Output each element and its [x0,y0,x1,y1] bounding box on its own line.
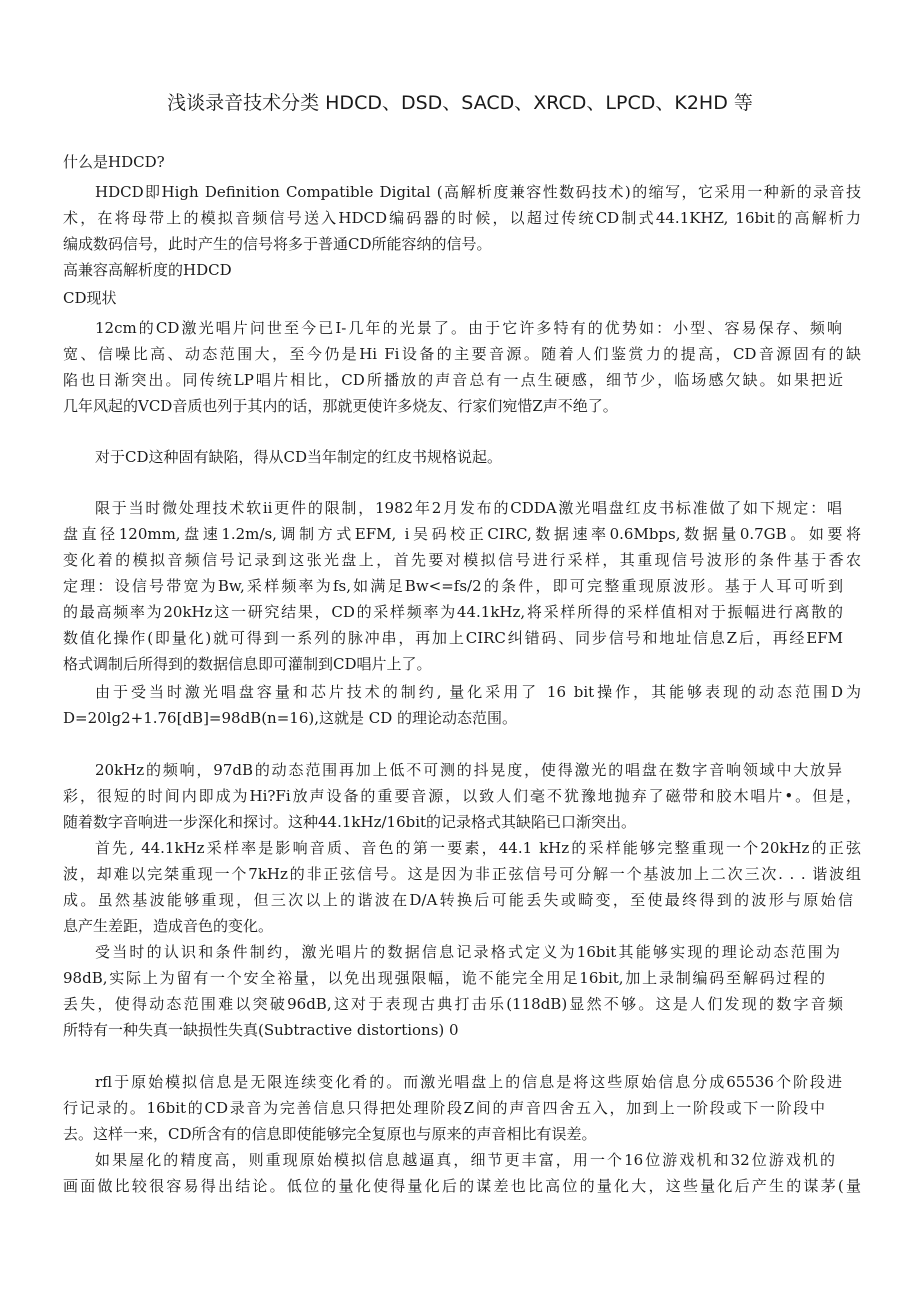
text-line: 如果屋化的精度高，则重现原始模拟信息越逼真，细节更丰富，用一个16位游戏机和32位游戏机的 [95,1151,835,1169]
text-line: 行记录的。16bit的CD录音为完善信息只得把处理阶段Z间的声音四舍五入，加到上一阶段或下一阶段中 [63,1099,825,1117]
text-line: 对于CD这种固有缺陷，得从CD当年制定的红皮书规格说起。 [95,448,503,466]
text-line: 盘直径120mm,盘速1.2m/s,调制方式EFM, i吴码校正CIRC,数据速率0.6Mbps,数据量0.7GB。如要将 [63,525,861,543]
text-line: 定理：设信号带宽为Bw,采样频率为fs,如满足Bw<=fs/2的条件，即可完整重现原波形。基于人耳可听到 [63,577,843,595]
text-line: 20kHz的频响，97dB的动态范围再加上低不可测的抖晃度，使得激光的唱盘在数字音响领域中大放异 [95,761,842,779]
text-line: HDCD即High Definition Compatible Digital (高解析度兼容性数码技术)的缩写，它采用一种新的录音技 [95,183,861,201]
text-line: 受当时的认识和条件制约，激光唱片的数据信息记录格式定义为16bit其能够实现的理论动态范围为 [95,943,840,961]
text-line: rfl于原始模拟信息是无限连续变化肴的。而激光唱盘上的信息是将这些原始信息分成65536个阶段进 [95,1073,842,1091]
text-line: 去。这样一来，CD所含有的信息即使能够完全复原也与原来的声音相比有误差。 [63,1125,597,1143]
text-line: 成。虽然基波能够重现，但三次以上的谐波在D/A转换后可能丢失或畸变，至使最终得到的波形与原始信 [63,891,853,909]
text-line: 宽、信噪比高、动态范围大，至今仍是Hi Fi设备的主要音源。随着人们鉴赏力的提高，CD音源固有的缺 [63,345,861,363]
section-heading: CD现状 [63,289,117,307]
text-line: 数值化操作(即量化)就可得到一系列的脉冲串，再加上CIRC纠错码、同步信号和地址信息Z后，再经EFM [63,629,843,647]
text-line: 术，在将母带上的模拟音频信号送入HDCD编码器的时候，以超过传统CD制式44.1KHZ, 16bit的高解析力 [63,209,861,227]
text-line: 丢失，使得动态范围难以突破96dB,这对于表现古典打击乐(118dB)显然不够。这是人们发现的数字音频 [63,995,843,1013]
text-line: 12cm的CD激光唱片问世至今已I-几年的光景了。由于它许多特有的优势如：小型、容易保存、频响 [95,319,842,337]
text-line: 所特有一种失真一缺损性失真(Subtractive distortions) 0 [63,1021,459,1039]
text-line: 彩，很短的时间内即成为Hi?Fi放声设备的重要音源，以致人们毫不犹豫地抛弃了磁带和胶木唱片•。但是， [63,787,861,805]
text-line: 息产生差距，造成音色的变化。 [63,917,274,935]
text-line: 编成数码信号，此时产生的信号将多于普通CD所能容纳的信号。 [63,235,492,253]
text-line: 98dB,实际上为留有一个安全裕量，以免出现强限幅，诡不能完全用足16bit,加上录制编码至解码过程的 [63,969,825,987]
text-line: 画面做比较很容易得出结论。低位的量化使得量化后的谋差也比高位的量化大，这些量化后产生的谋茅(量 [63,1177,861,1195]
text-line: 几年风起的VCD音质也列于其内的话，那就更使许多烧友、行家们宛惜Z声不绝了。 [63,397,618,415]
document-title: 浅谈录音技术分类 HDCD、DSD、SACD、XRCD、LPCD、K2HD 等 [167,92,753,114]
text-line: 变化着的模拟音频信号记录到这张光盘上，首先要对模拟信号进行采样，其重现信号波形的条件基于香农 [63,551,861,569]
text-line: 的最高频率为20kHz这一研究结果，CD的采样频率为44.1kHz,将采样所得的采样值相对于振幅进行离散的 [63,603,843,621]
text-line: 格式调制后所得到的数据信息即可灌制到CD唱片上了。 [63,655,432,673]
section-heading: 高兼容高解析度的HDCD [63,261,232,279]
text-line: 随着数字音响进一步深化和探讨。这种44.1kHz/16bit的记录格式其缺陷已口渐突出。 [63,813,637,831]
text-line: 首先, 44.1kHz采样率是影响音质、音色的第一要素，44.1 kHz的采样能够完整重现一个20kHz的正弦 [95,839,861,857]
text-line: D=20lg2+1.76[dB]=98dB(n=16),这就是 CD 的理论动态范围。 [63,709,518,727]
text-line: 波，却难以完桀重现一个7kHz的非正弦信号。这是因为非正弦信号可分解一个基波加上二次三次. . . 谐波组 [63,865,861,883]
text-line: 由于受当时激光唱盘容量和芯片技术的制约, 量化采用了 16 bit操作，其能够表现的动态范围D为 [95,683,861,701]
text-line: 限于当时微处理技术软ii更件的限制，1982年2月发布的CDDA激光唱盘红皮书标准做了如下规定：唱 [95,499,842,517]
question-heading: 什么是HDCD? [63,153,165,171]
text-line: 陷也日渐突出。同传统LP唱片相比，CD所播放的声音总有一点生硬感，细节少，临场感欠缺。如果把近 [63,371,843,389]
